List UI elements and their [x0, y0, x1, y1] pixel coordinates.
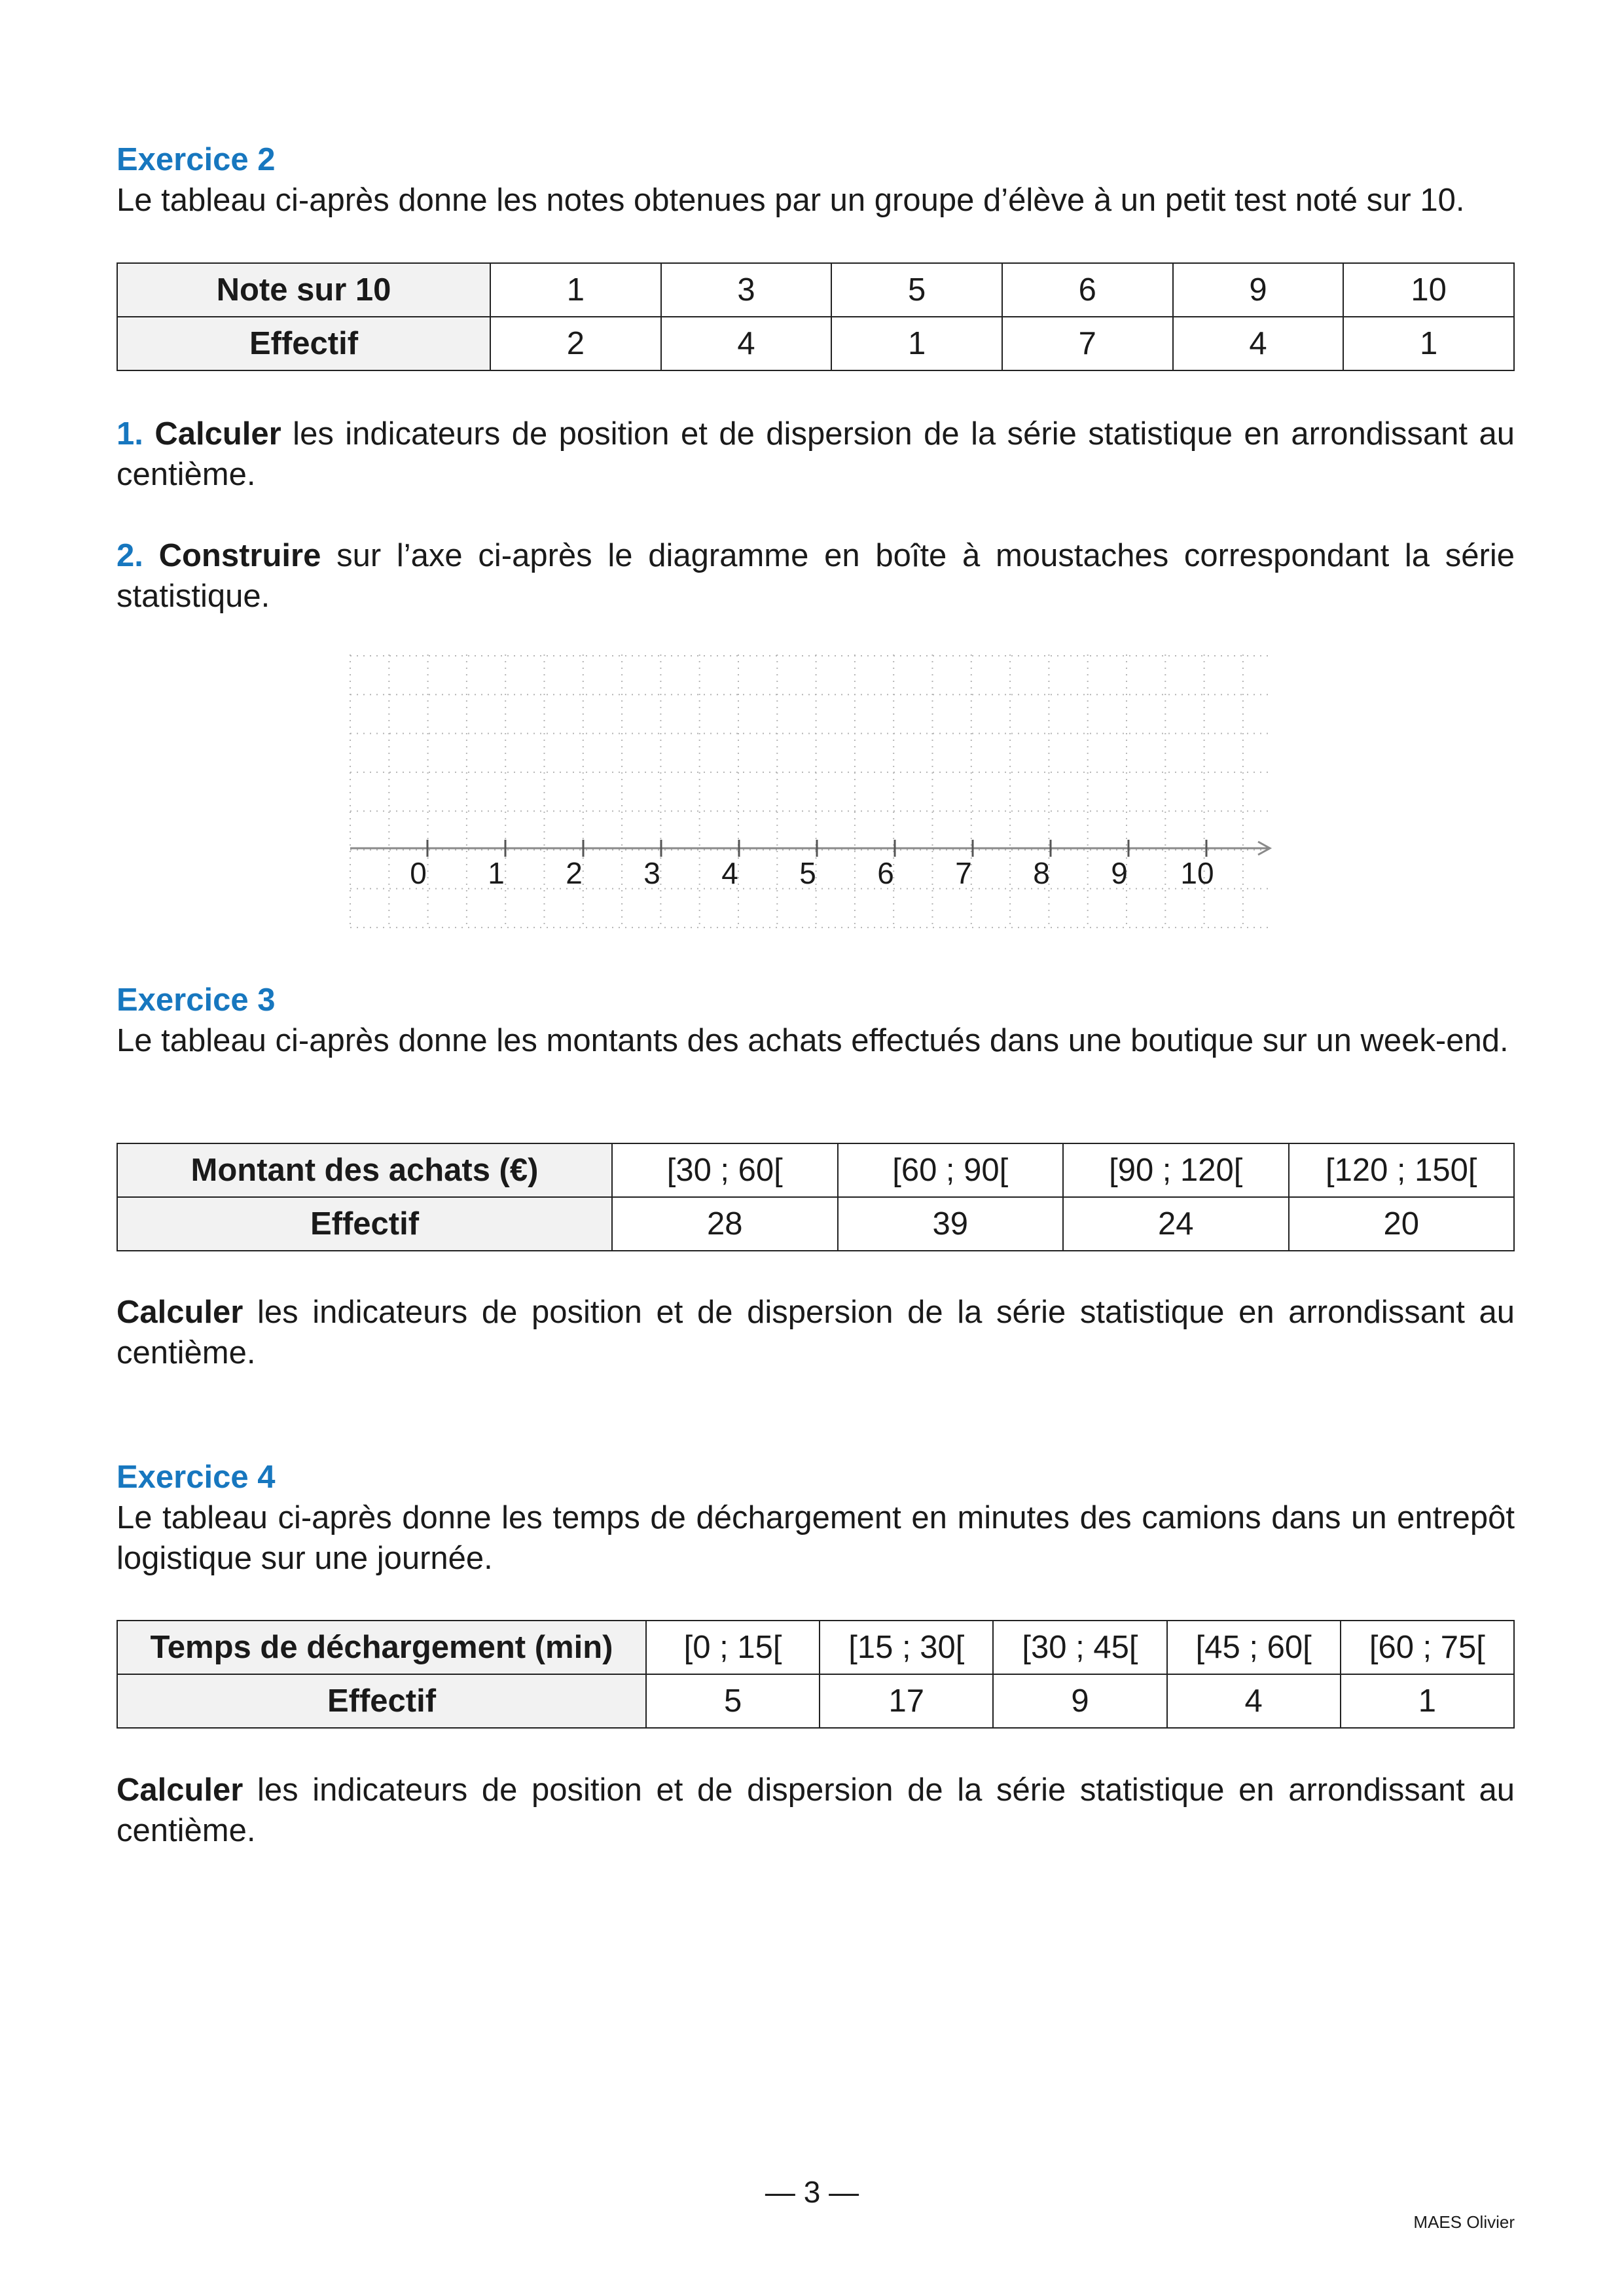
- table-cell: 20: [1289, 1197, 1515, 1251]
- table-header-cell: Effectif: [117, 1197, 612, 1251]
- table-cell: 1: [1341, 1674, 1514, 1728]
- table-cell: 3: [661, 263, 832, 317]
- table-cell: 24: [1063, 1197, 1289, 1251]
- exercise-2-intro: Le tableau ci-après donne les notes obtenues par un groupe d’élève à un petit test noté sur 10.: [117, 183, 1465, 218]
- table-header-cell: Effectif: [117, 317, 490, 370]
- table-cell: 4: [1167, 1674, 1341, 1728]
- question-text: les indicateurs de position et de dispersion de la série statistique en arrondissant au centième.: [117, 1772, 1515, 1848]
- table-cell: 39: [838, 1197, 1064, 1251]
- table-cell: [60 ; 75[: [1341, 1621, 1514, 1674]
- table-cell: 2: [490, 317, 661, 370]
- exercise-2-heading: [117, 139, 1515, 221]
- table-cell: [120 ; 150[: [1289, 1143, 1515, 1197]
- axis-tick-label: 4: [721, 856, 738, 890]
- exercise-2-question-1: [117, 414, 1515, 495]
- table-cell: 28: [612, 1197, 838, 1251]
- exercise-4-title: Exercice 4: [117, 1460, 276, 1495]
- table-cell: [60 ; 90[: [838, 1143, 1064, 1197]
- table-cell: 5: [646, 1674, 820, 1728]
- question-verb: Calculer: [117, 1772, 244, 1808]
- axis-tick-label: 10: [1180, 856, 1214, 890]
- exercise-3-question: [117, 1292, 1515, 1373]
- table-cell: [30 ; 60[: [612, 1143, 838, 1197]
- question-number: 2.: [117, 538, 143, 573]
- question-text: les indicateurs de position et de dispersion de la série statistique en arrondissant au centième.: [117, 416, 1515, 492]
- exercise-4-intro: Le tableau ci-après donne les temps de déchargement en minutes des camions dans un entrepôt logistique sur une journée.: [117, 1500, 1515, 1576]
- table-header-cell: Temps de déchargement (min): [117, 1621, 646, 1674]
- exercise-4-question: [117, 1770, 1515, 1851]
- exercise-4-table-wrap: [117, 1620, 1515, 1729]
- table-header-cell: Note sur 10: [117, 263, 490, 317]
- exercise-4-heading: [117, 1457, 1515, 1579]
- table-cell: 4: [661, 317, 832, 370]
- exercise-2-table-wrap: [117, 262, 1515, 371]
- table-cell: [0 ; 15[: [646, 1621, 820, 1674]
- table-row: [117, 317, 1514, 370]
- exercise-3-table: [117, 1143, 1515, 1251]
- author-name: MAES Olivier: [1413, 2212, 1515, 2232]
- axis-tick-label: 8: [1033, 856, 1050, 890]
- exercise-2-question-2: [117, 535, 1515, 617]
- question-number: 1.: [117, 416, 143, 452]
- exercise-3-title: Exercice 3: [117, 982, 276, 1018]
- axis-tick-label: 9: [1111, 856, 1128, 890]
- axis-tick-label: 7: [955, 856, 972, 890]
- axis-tick-label: 0: [410, 856, 427, 890]
- table-cell: 10: [1343, 263, 1514, 317]
- table-row: [117, 1197, 1514, 1251]
- exercise-3-table-wrap: [117, 1143, 1515, 1251]
- table-cell: [45 ; 60[: [1167, 1621, 1341, 1674]
- table-cell: [15 ; 30[: [820, 1621, 993, 1674]
- question-verb: Calculer: [117, 1295, 244, 1330]
- page-number: — 3 —: [765, 2175, 859, 2209]
- table-row: [117, 1674, 1514, 1728]
- question-verb: Calculer: [154, 416, 281, 452]
- axis-tick-label: 1: [488, 856, 505, 890]
- axis-tick-label: 5: [799, 856, 816, 890]
- table-cell: [90 ; 120[: [1063, 1143, 1289, 1197]
- axis-tick-label: 6: [877, 856, 894, 890]
- axis-tick-labels: [410, 856, 1214, 890]
- question-text: les indicateurs de position et de dispersion de la série statistique en arrondissant au centième.: [117, 1295, 1515, 1371]
- axis-tick-label: 3: [643, 856, 660, 890]
- axis-tick-label: 2: [566, 856, 583, 890]
- table-cell: [30 ; 45[: [993, 1621, 1166, 1674]
- boxplot-grid-axis: [340, 648, 1290, 936]
- table-cell: 1: [490, 263, 661, 317]
- table-cell: 1: [831, 317, 1002, 370]
- exercise-2-table: [117, 262, 1515, 371]
- table-header-cell: Montant des achats (€): [117, 1143, 612, 1197]
- question-verb: Construire: [158, 538, 321, 573]
- table-cell: 5: [831, 263, 1002, 317]
- table-cell: 6: [1002, 263, 1173, 317]
- table-cell: 1: [1343, 317, 1514, 370]
- table-row: [117, 1621, 1514, 1674]
- table-cell: 17: [820, 1674, 993, 1728]
- exercise-4-table: [117, 1620, 1515, 1729]
- table-row: [117, 263, 1514, 317]
- question-text: sur l’axe ci-après le diagramme en boîte à moustaches correspondant la série statistique.: [117, 538, 1515, 614]
- exercise-3-intro: Le tableau ci-après donne les montants des achats effectués dans une boutique sur un week-end.: [117, 1023, 1509, 1058]
- table-cell: 9: [993, 1674, 1166, 1728]
- table-cell: 9: [1173, 263, 1344, 317]
- table-cell: 7: [1002, 317, 1173, 370]
- table-header-cell: Effectif: [117, 1674, 646, 1728]
- exercise-3-heading: [117, 980, 1515, 1061]
- exercise-2-title: Exercice 2: [117, 142, 276, 177]
- table-cell: 4: [1173, 317, 1344, 370]
- table-row: [117, 1143, 1514, 1197]
